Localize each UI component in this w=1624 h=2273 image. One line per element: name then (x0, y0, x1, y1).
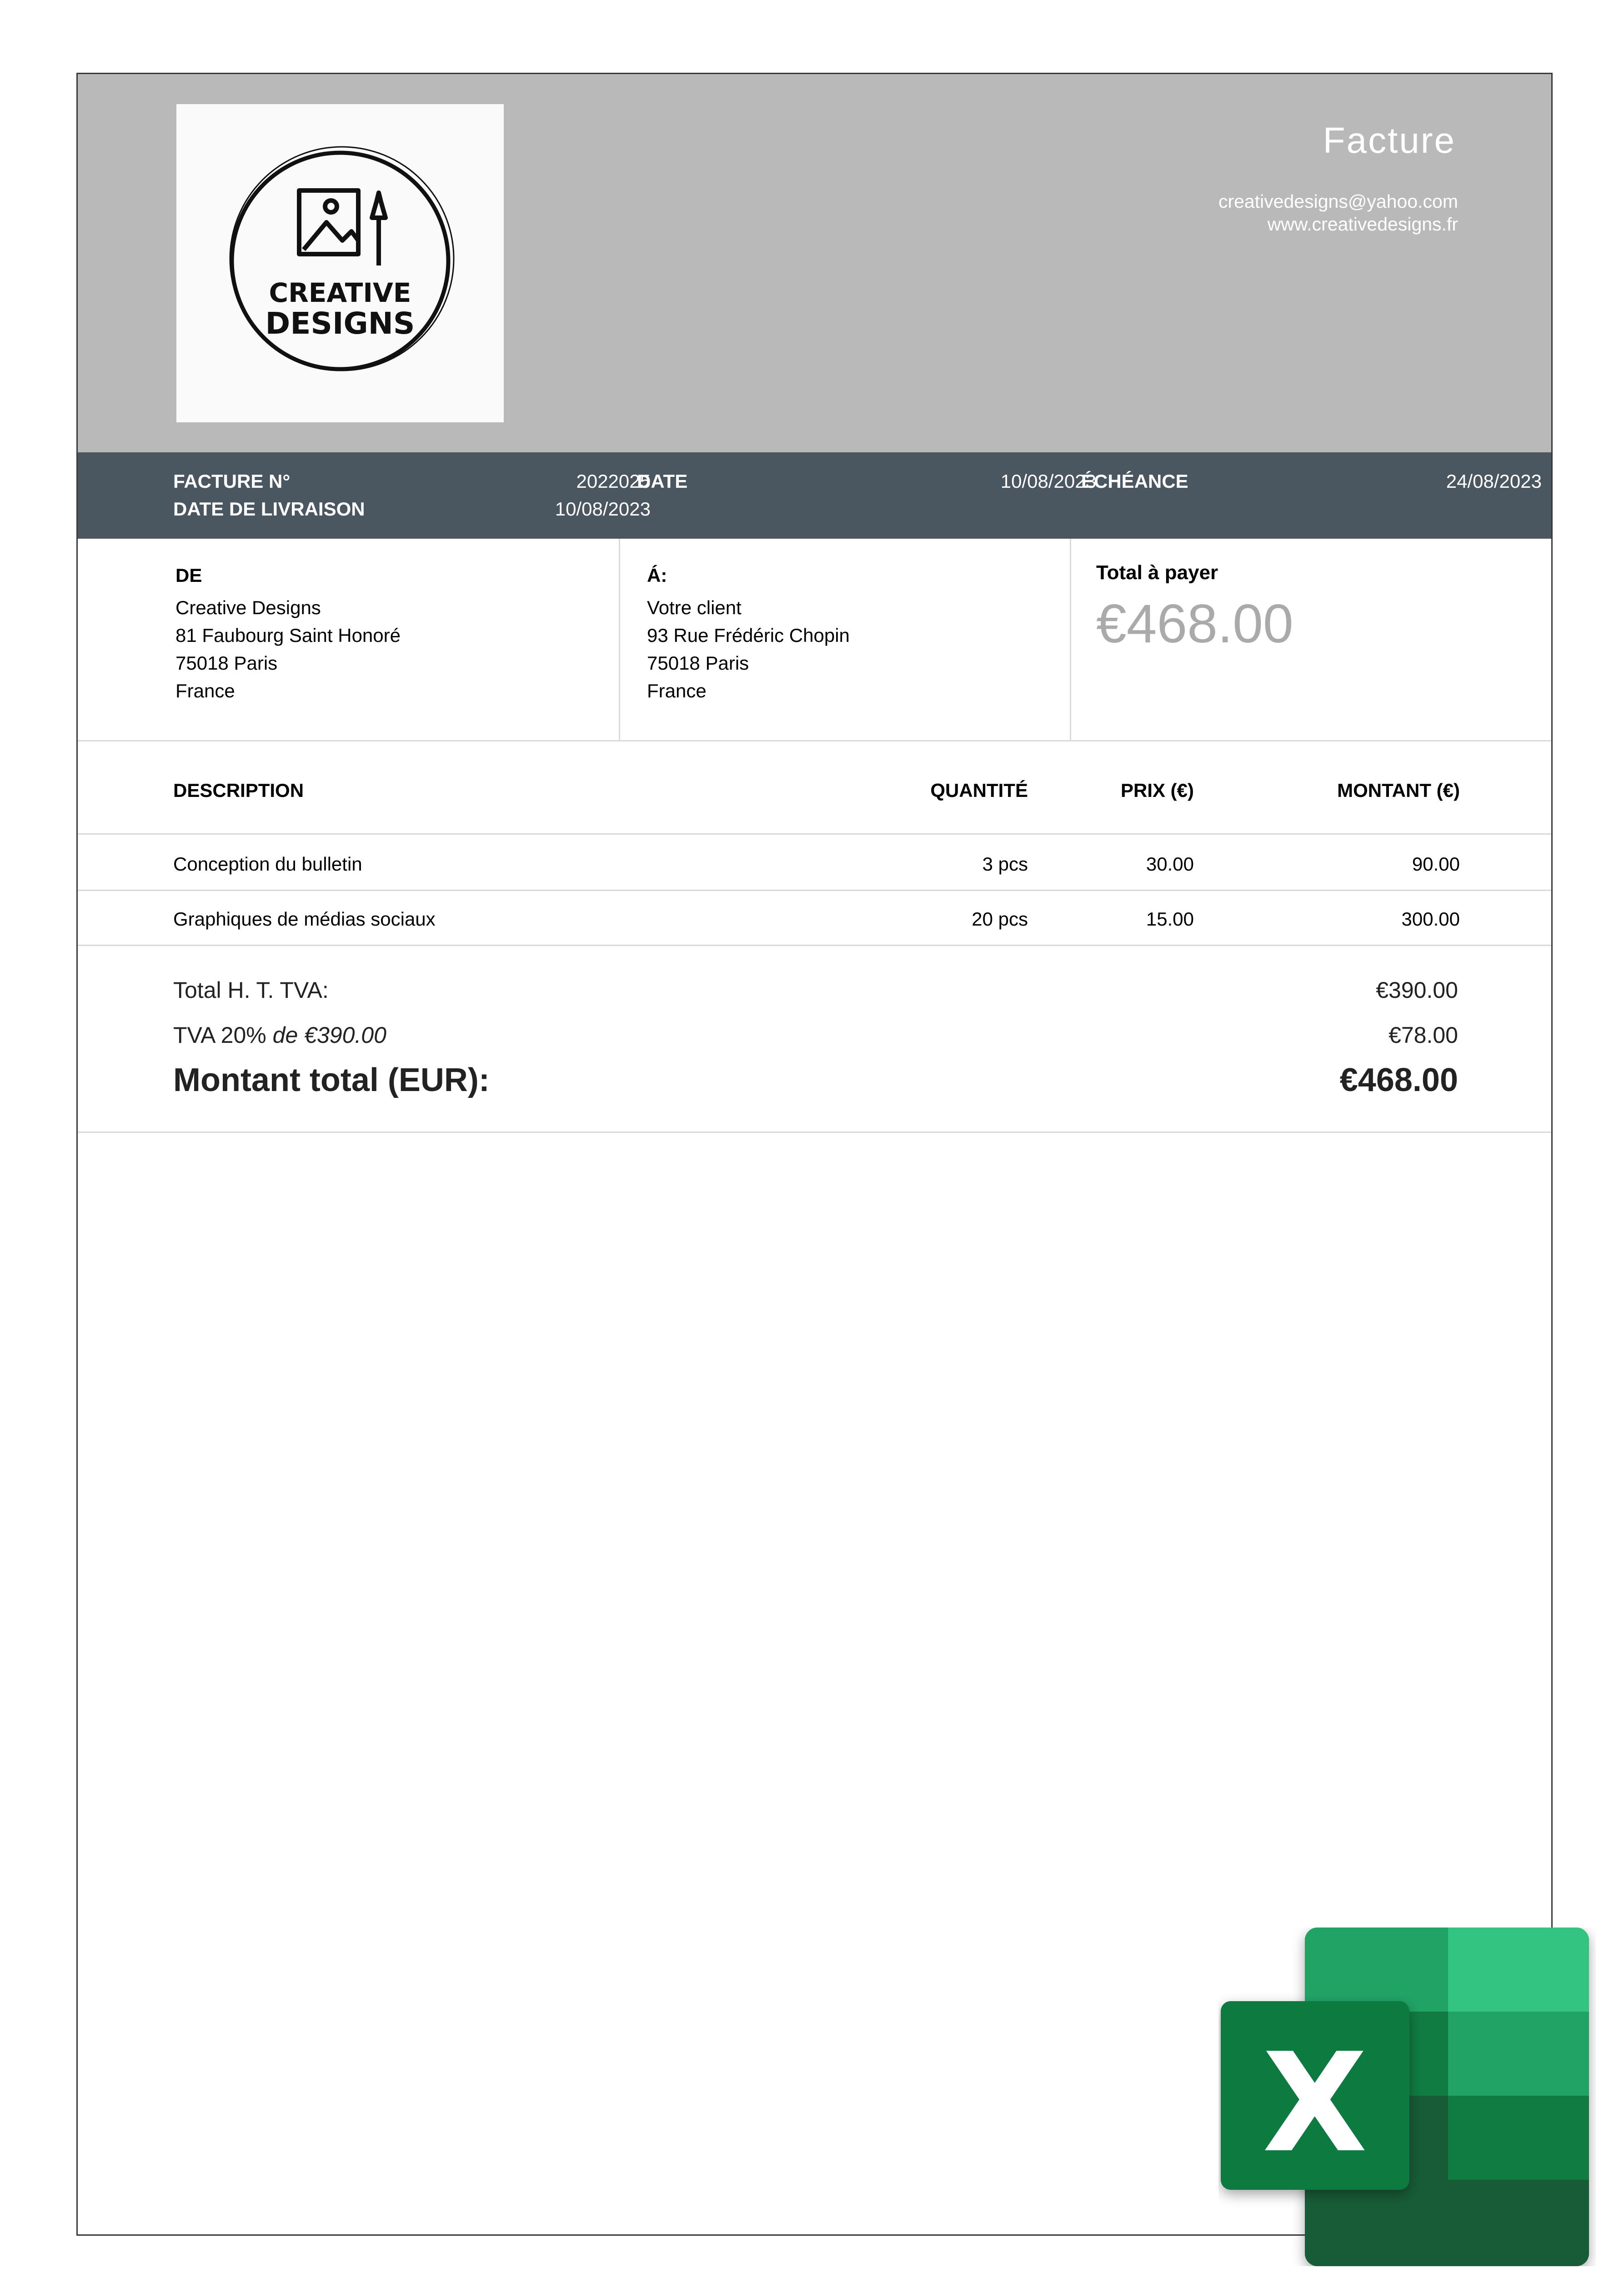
recipient-block (647, 561, 850, 705)
sender-street: 81 Faubourg Saint Honoré (175, 625, 401, 646)
item-amount: 300.00 (1401, 908, 1460, 930)
amount-due-value: €468.00 (1096, 593, 1293, 654)
item-amount: 90.00 (1412, 853, 1460, 875)
column-price: PRIX (€) (1120, 780, 1194, 801)
due-date: 24/08/2023 (1446, 471, 1542, 492)
vat-value: €78.00 (1388, 1022, 1458, 1048)
column-quantity: QUANTITÉ (930, 780, 1028, 801)
recipient-country: France (647, 680, 707, 701)
item-quantity: 20 pcs (972, 908, 1028, 930)
column-description: DESCRIPTION (173, 780, 304, 801)
sender-city: 75018 Paris (175, 652, 278, 674)
invoice-header (78, 74, 1551, 452)
invoice-document (76, 73, 1553, 2236)
item-quantity: 3 pcs (982, 853, 1028, 875)
excel-icon (1218, 1928, 1596, 2266)
company-website[interactable]: www.creativedesigns.fr (1267, 214, 1458, 235)
table-row (78, 891, 1551, 946)
subtotal-label: Total H. T. TVA: (173, 977, 329, 1003)
image-pen-icon (299, 190, 386, 265)
item-description: Conception du bulletin (173, 853, 362, 875)
grand-total-label: Montant total (EUR): (173, 1062, 490, 1098)
divider (619, 539, 620, 741)
divider (1070, 539, 1071, 741)
subtotal-value: €390.00 (1376, 977, 1458, 1003)
item-description: Graphiques de médias sociaux (173, 908, 436, 930)
delivery-date: 10/08/2023 (555, 498, 651, 520)
document-title: Facture (1323, 120, 1456, 160)
item-price: 15.00 (1146, 908, 1194, 930)
vat-label: TVA 20% (173, 1022, 266, 1048)
due-date-label: ÉCHÉANCE (1081, 471, 1188, 492)
logo-text-line2: DESIGNS (265, 306, 415, 341)
table-row (78, 836, 1551, 891)
vat-line (173, 1022, 386, 1048)
line-items-header (78, 741, 1551, 835)
item-price: 30.00 (1146, 853, 1194, 875)
vat-base: de €390.00 (272, 1022, 386, 1048)
logo-text-line1: CREATIVE (269, 277, 411, 308)
recipient-label: Á: (647, 565, 667, 586)
logo-badge-icon (176, 104, 504, 422)
company-email[interactable]: creativedesigns@yahoo.com (1218, 191, 1458, 212)
column-amount: MONTANT (€) (1337, 780, 1460, 801)
sender-block (175, 561, 401, 705)
delivery-date-label: DATE DE LIVRAISON (173, 498, 365, 520)
recipient-city: 75018 Paris (647, 652, 749, 674)
grand-total-value: €468.00 (1339, 1062, 1458, 1098)
company-contact (1218, 190, 1458, 235)
sender-name: Creative Designs (175, 597, 321, 618)
company-logo (176, 104, 504, 422)
date-label: DATE (637, 471, 688, 492)
amount-due-label: Total à payer (1096, 561, 1218, 584)
totals-section (78, 946, 1551, 1133)
invoice-number: 2022025 (576, 471, 651, 492)
excel-letter: X (1262, 2024, 1368, 2183)
parties-section (78, 539, 1551, 741)
sender-country: France (175, 680, 235, 701)
recipient-street: 93 Rue Frédéric Chopin (647, 625, 850, 646)
recipient-name: Votre client (647, 597, 742, 618)
invoice-number-label: FACTURE N° (173, 471, 291, 492)
invoice-info-bar (78, 452, 1551, 539)
sender-label: DE (175, 565, 202, 586)
invoice-date: 10/08/2023 (1000, 471, 1096, 492)
